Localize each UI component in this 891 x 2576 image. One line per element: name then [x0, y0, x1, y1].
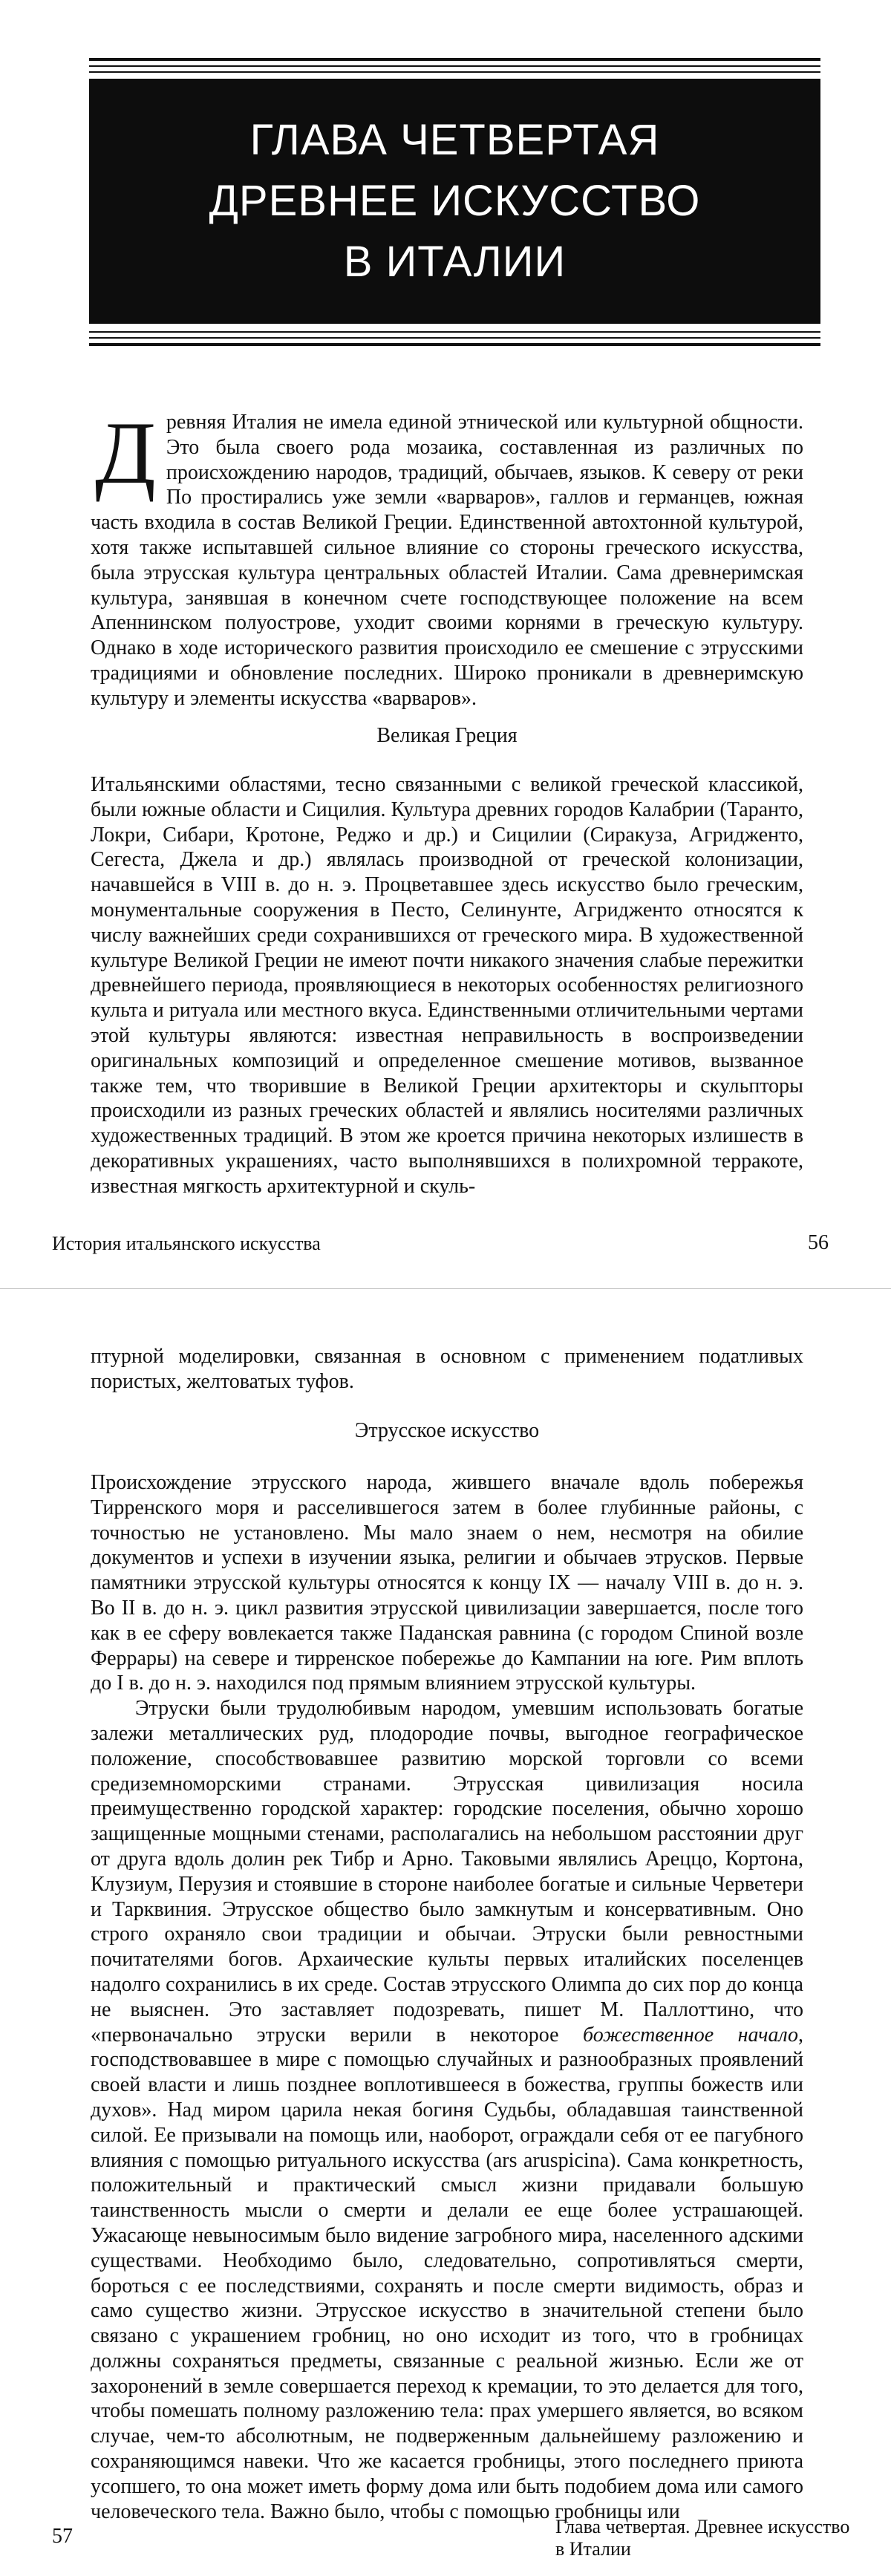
- running-head-line-2: в Италии: [555, 2538, 631, 2560]
- header-rule-bottom-thin-2: [89, 337, 820, 339]
- chapter-number: ГЛАВА ЧЕТВЕРТАЯ: [249, 116, 660, 164]
- etruscan-paragraph-1: Происхождение этрусского народа, жившего вначале вдоль побережья Тирренского моря и расселившегося затем в более глубинные районы, с точностью не установлено. Мы мало знаем о нем, несмотря на обилие документов и успехи в изучении языка, религии и обычаев этрусков. Первые памятники этрусской культуры относятся к концу IX — началу VIII в. до н. э. Во II в. до н. э. цикл развития этрусской цивилизации завершается, после того как в ее сферу вовлекается также Паданская равнина (с городом Спиной возле Феррары) на севере и тирренское побережье до Кампании на юге. Рим вплоть до I в. до н. э. находился под прямым влиянием этрусской культуры.: [91, 1471, 803, 1695]
- chapter-title-line-2: В ИТАЛИИ: [343, 238, 567, 286]
- page-number: 56: [808, 1231, 829, 1254]
- page-number: 57: [52, 2525, 73, 2548]
- header-rule-top-thin-2: [89, 71, 820, 73]
- section-heading-text: Великая Греция: [376, 724, 518, 747]
- etruscan-text-block: [91, 1470, 803, 2524]
- continuation-text: птурной моделировки, связанная в основном с применением податливых пористых, желтоватых туфов.: [91, 1345, 803, 1393]
- header-rule-top-thin: [89, 65, 820, 67]
- running-head: [555, 2516, 849, 2560]
- magna-graecia-text: Итальянскими областями, тесно связанными с великой греческой классикой, были южные области и Сицилия. Культура древних городов Калабрии (Таранто, Локри, Сибари, Кротоне, Реджо и др.) и Сицилии (Сиракуза, Агридженто, Сегеста, Джела и др.) являлась производной от греческой колонизации, начавшейся в VIII в. до н. э. Процветавшее здесь искусство было греческим, монументальные сооружения в Песто, Селинунте, Агридженто относятся к числу важнейших среди сохранившихся от греческого мира. В художественной культуре Великой Греции не имеют почти никакого значения слабые пережитки древнейшего периода, проявляющиеся в некоторых особенностях религиозного культа и ритуала или местного вкуса. Единственными отличительными чертами этой культуры являются: известная неправильность в воспроизведении оригинальных композиций и определенное смешение мотивов, вызванное также тем, что творившие в Великой Греции архитекторы и скульпторы происходили из разных греческих областей и являлись носителями различных художественных традиций. В этом же кроется причина некоторых излишеств в декоративных украшениях, часто выполнявшихся в полихромной терракоте, известная мягкость архитектурной и скуль-: [91, 773, 803, 1198]
- etruscan-paragraph-2-part-1: Этруски были трудолюбивым народом, умевшим использовать богатые залежи металлических руд, плодородие почвы, выгодное географическое положение, способствовавшее развитию морской торговли со всеми средиземноморскими странами. Этрусская цивилизация носила преимущественно городской характер: городские поселения, обычно хорошо защищенные мощными стенами, располагались на небольшом расстоянии друг от друга вдоль долин рек Тибр и Арно. Таковыми являлись Ареццо, Кортона, Клузиум, Перузия и стоявшие в стороне наиболее богатые и сильные Черветери и Тарквиния. Этрусское общество было замкнутым и консервативным. Оно строго охраняло свои традиции и обычаи. Этруски были ревностными почитателями богов. Архаические культы первых италийских поселенцев надолго сохранились в их среде. Состав этрусского Олимпа до сих пор до конца не выяснен. Это заставляет подозревать, пишет М. Паллоттино, что «первоначально этруски верили в некоторое: [91, 1697, 803, 2047]
- magna-graecia-paragraph: [91, 772, 803, 1199]
- continuation-paragraph: [91, 1344, 803, 1395]
- section-heading-magna-graecia: [91, 723, 803, 749]
- section-heading-etruscan: [91, 1418, 803, 1444]
- intro-paragraph: [91, 403, 803, 711]
- intro-text: ревняя Италия не имела единой этнической или культурной общности. Это была своего рода мозаика, составленная из различных по происхождению народов, традиций, обычаев, языков. К северу от реки По простирались уже земли «варваров», галлов и германцев, южная часть входила в состав Великой Греции. Единственной автохтонной культурой, хотя также испытавшей сильное влияние со стороны греческого искусства, была этрусская культура центральных областей Италии. Сама древнеримская культура, занявшая в конечном счете господствующее положение на всем Апеннинском полуострове, уходит своими корнями в греческую культуру. Однако в ходе исторического развития происходило ее смешение с этрусскими традициями и обновление последних. Широко проникали в древнеримскую культуру и элементы искусства «варваров».: [91, 411, 803, 710]
- header-rule-top: [89, 58, 820, 61]
- drop-cap: Д: [95, 403, 156, 502]
- header-rule-bottom-thin: [89, 331, 820, 333]
- etruscan-paragraph-2: [91, 1696, 803, 2524]
- page-57: [0, 1289, 891, 2576]
- running-head: История итальянского искусства: [52, 1233, 321, 1254]
- chapter-title-line-1: ДРЕВНЕЕ ИСКУССТВО: [209, 177, 701, 225]
- etruscan-paragraph-2-part-2: , господствовавшее в мире с помощью случайных и разнообразных проявлений своей власти и лишь позднее воплотившееся в божества, группы божеств или духов». Над миром царила некая богиня Судьбы, обладавшая таинственной силой. Ее призывали на помощь или, наоборот, ограждали себя от ее пагубного влияния с помощью ритуального искусства (ars aruspicina). Сама конкретность, положительный и практический смысл жизни придавали большую таинственность мысли о смерти и делали ее еще более устрашающей. Ужасающе невыносимым было видение загробного мира, населенного адскими существами. Необходимо было, следовательно, сопротивляться смерти, бороться с ее последствиями, сохранять и после смерти видимость, образ и само существо жизни. Этрусское искусство в значительной степени было связано с украшением гробниц, но оно исходит из того, что в гробницах должны сохраняться предметы, связанные с реальной жизнью. Если же от захоронений в земле совершается переход к кремации, то это делается для того, чтобы помешать полному разложению тела: прах умершего является, во всяком случае, чем-то абсолютным, не подверженным дальнейшему разложению и сохраняющимся навеки. Что же касается гробницы, этого последнего приюта усопшего, то она может иметь форму дома или быть подобием дома или самого человеческого тела. Важно было, чтобы с помощью гробницы или: [91, 2023, 804, 2523]
- running-head-line-1: Глава четвертая. Древнее искусство: [555, 2516, 850, 2537]
- chapter-title-block: [89, 79, 820, 324]
- section-heading-text: Этрусское искусство: [354, 1419, 540, 1442]
- emphasis-text: божественное начало: [582, 2023, 799, 2047]
- header-rule-bottom: [89, 343, 820, 346]
